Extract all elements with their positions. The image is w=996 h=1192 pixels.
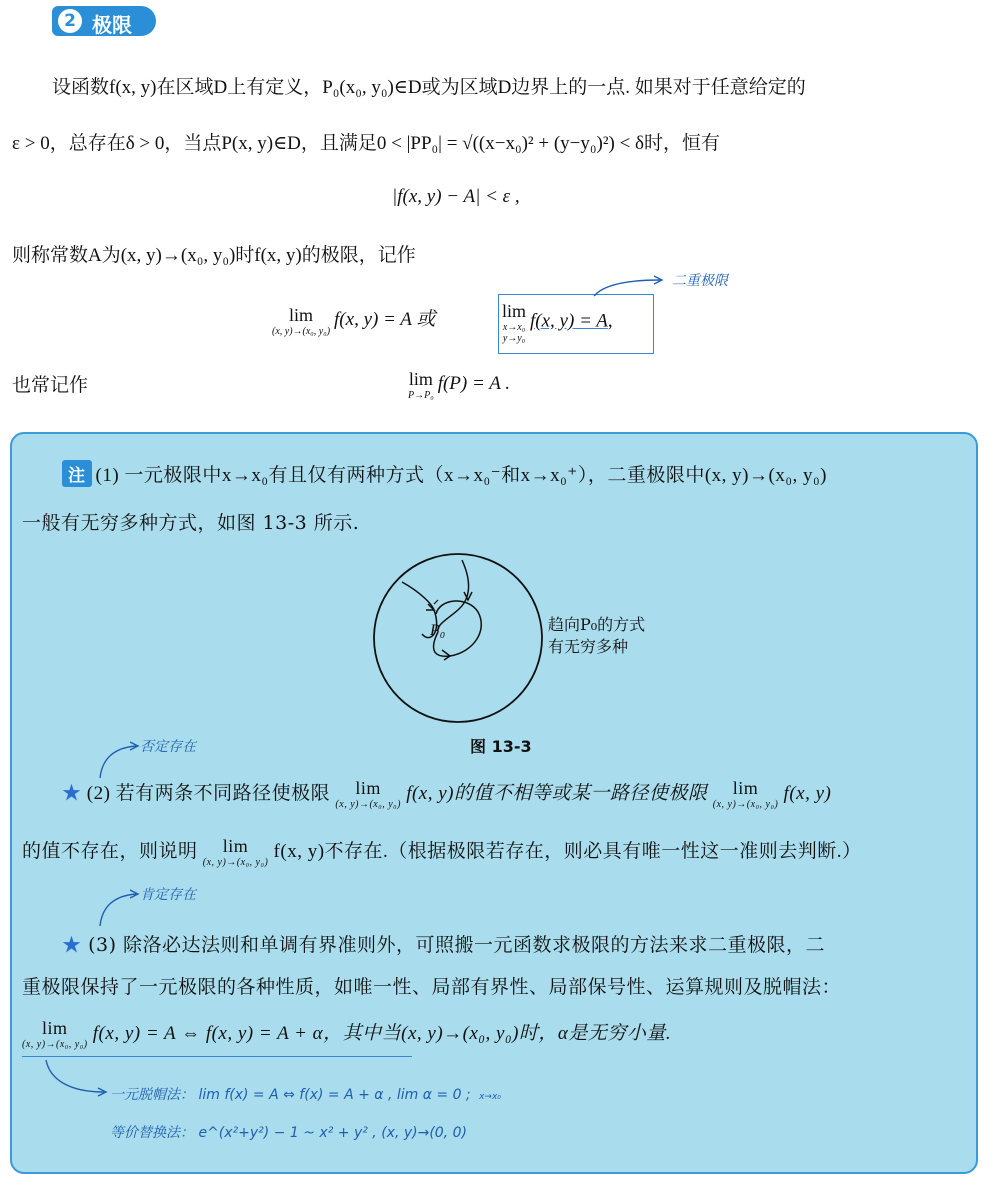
limit-rhs-2: f(x, y) = A xyxy=(530,310,608,332)
affirm-arrow xyxy=(80,888,140,928)
limit-notation-2: lim x→x₀ y→y₀ f(x, y) = A, xyxy=(502,301,613,344)
figure-caption-1: 趋向P₀的方式 xyxy=(548,615,646,634)
underline-rule xyxy=(22,1056,412,1057)
lim-word: lim xyxy=(42,1018,68,1039)
note-item-2-a: (2) 若有两条不同路径使极限 xyxy=(86,783,331,804)
note-item-1-text: (1) 一元极限中x→x₀有且仅有两种方式（x→x₀⁻和x→x₀⁺），二重极限中(x, y)→(x₀, y₀) xyxy=(95,465,827,486)
note-item-2-c: f(x, y) xyxy=(783,783,832,804)
affirm-annotation: 肯定存在 xyxy=(140,887,196,903)
lim-word: lim xyxy=(732,778,759,799)
lim-subscript-y: y→y₀ xyxy=(502,333,526,344)
note-item-2-line-2 xyxy=(22,836,862,868)
lim-subscript: (x, y)→(x₀, y₀) xyxy=(202,857,269,869)
note-badge: 注 xyxy=(62,460,92,487)
note-item-3-line-3 xyxy=(22,1018,671,1050)
equiv-label: 等价替换法： xyxy=(110,1125,194,1141)
definition-line-2: ε > 0，总存在δ > 0，当点P(x, y)∈D，且满足0 < |PP₀| = √((x−x₀)² + (y−y₀)²) < δ时，恒有 xyxy=(12,133,721,154)
note-item-2-b: f(x, y)的值不相等或某一路径使极限 xyxy=(406,783,708,804)
lim-word: lim xyxy=(502,301,527,321)
limit-notation-3 xyxy=(408,370,510,401)
lim-subscript: (x, y)→(x₀, y₀) xyxy=(22,1039,88,1051)
note-item-1-line-2: 一般有无穷多种方式，如图 13-3 所示. xyxy=(22,512,360,534)
lim-word: lim xyxy=(222,836,249,857)
double-limit-arrow xyxy=(590,272,670,298)
figure-point-label: P₀ xyxy=(430,622,446,639)
definition-inequality: |f(x, y) − A| < ε , xyxy=(392,186,520,207)
equiv-rule-annotation xyxy=(110,1122,467,1142)
definition-line-3: 则称常数A为(x, y)→(x₀, y₀)时f(x, y)的极限，记作 xyxy=(12,245,416,266)
figure-13-3 xyxy=(370,552,550,724)
limit-notation-1 xyxy=(272,304,435,337)
figure-caption-2: 有无穷多种 xyxy=(548,637,629,656)
section-number: 2 xyxy=(58,9,82,33)
lim-word: lim xyxy=(289,304,314,325)
one-var-rule: lim f(x) = A ⇔ f(x) = A + α , lim α = 0 ; xyxy=(198,1087,471,1103)
lim-subscript: (x, y)→(x₀, y₀) xyxy=(335,799,401,811)
double-limit-annotation: 二重极限 xyxy=(672,273,728,289)
note-item-3-line-1 xyxy=(62,930,825,957)
limit-rhs-3: f(P) = A . xyxy=(437,373,510,395)
figure-title: 图 13-3 xyxy=(470,737,532,756)
one-var-rule-label: 一元脱帽法： xyxy=(110,1087,194,1103)
star-icon: ★ xyxy=(62,934,82,956)
section-title: 极限 xyxy=(92,13,132,37)
note-item-1-line-1 xyxy=(62,460,827,487)
lim-word: lim xyxy=(408,369,433,389)
limit-rhs: f(x, y) = A 或 xyxy=(334,309,436,330)
note-item-3-a: (3) 除洛必达法则和单调有界准则外，可照搬一元函数求极限的方法来求二重极限，二 xyxy=(88,934,826,956)
neighborhood-circle xyxy=(374,554,542,722)
note-item-2-line-1 xyxy=(62,778,831,810)
note-item-3-c: f(x, y) = A ⇔ f(x, y) = A + α，其中当(x, y)→(x₀, y₀)时，α是无穷小量. xyxy=(92,1023,672,1044)
note-item-3-line-2: 重极限保持了一元极限的各种性质，如唯一性、局部有界性、局部保号性、运算规则及脱帽法： xyxy=(22,976,842,998)
negate-annotation: 否定存在 xyxy=(140,739,196,755)
equiv-rule: e^(x²+y²) − 1 ~ x² + y² , (x, y)→(0, 0) xyxy=(198,1125,467,1141)
section-badge xyxy=(52,6,156,36)
definition-line-4: 也常记作 xyxy=(12,374,89,396)
lim-subscript-p: P→P₀ xyxy=(408,390,434,401)
negate-arrow xyxy=(80,740,140,780)
one-var-rule-annotation xyxy=(110,1084,501,1104)
lim-word: lim xyxy=(355,778,381,799)
definition-line-1: 设函数f(x, y)在区域D上有定义，P₀(x₀, y₀)∈D或为区域D边界上的一点. 如果对于任意给定的 xyxy=(52,77,806,98)
rule-arrow xyxy=(40,1058,112,1098)
lim-subscript: (x, y)→(x₀, y₀) xyxy=(712,799,779,811)
lim-subscript-x: x→x₀ xyxy=(502,322,526,333)
star-icon: ★ xyxy=(62,783,82,804)
lim-subscript: (x, y)→(x₀, y₀) xyxy=(272,325,331,337)
note-item-2-e: f(x, y)不存在.（根据极限若存在，则必具有唯一性这一准则去判断.） xyxy=(273,841,862,862)
note-item-2-d: 的值不存在，则说明 xyxy=(22,841,198,862)
one-var-sub: x→x₀ xyxy=(479,1092,501,1102)
